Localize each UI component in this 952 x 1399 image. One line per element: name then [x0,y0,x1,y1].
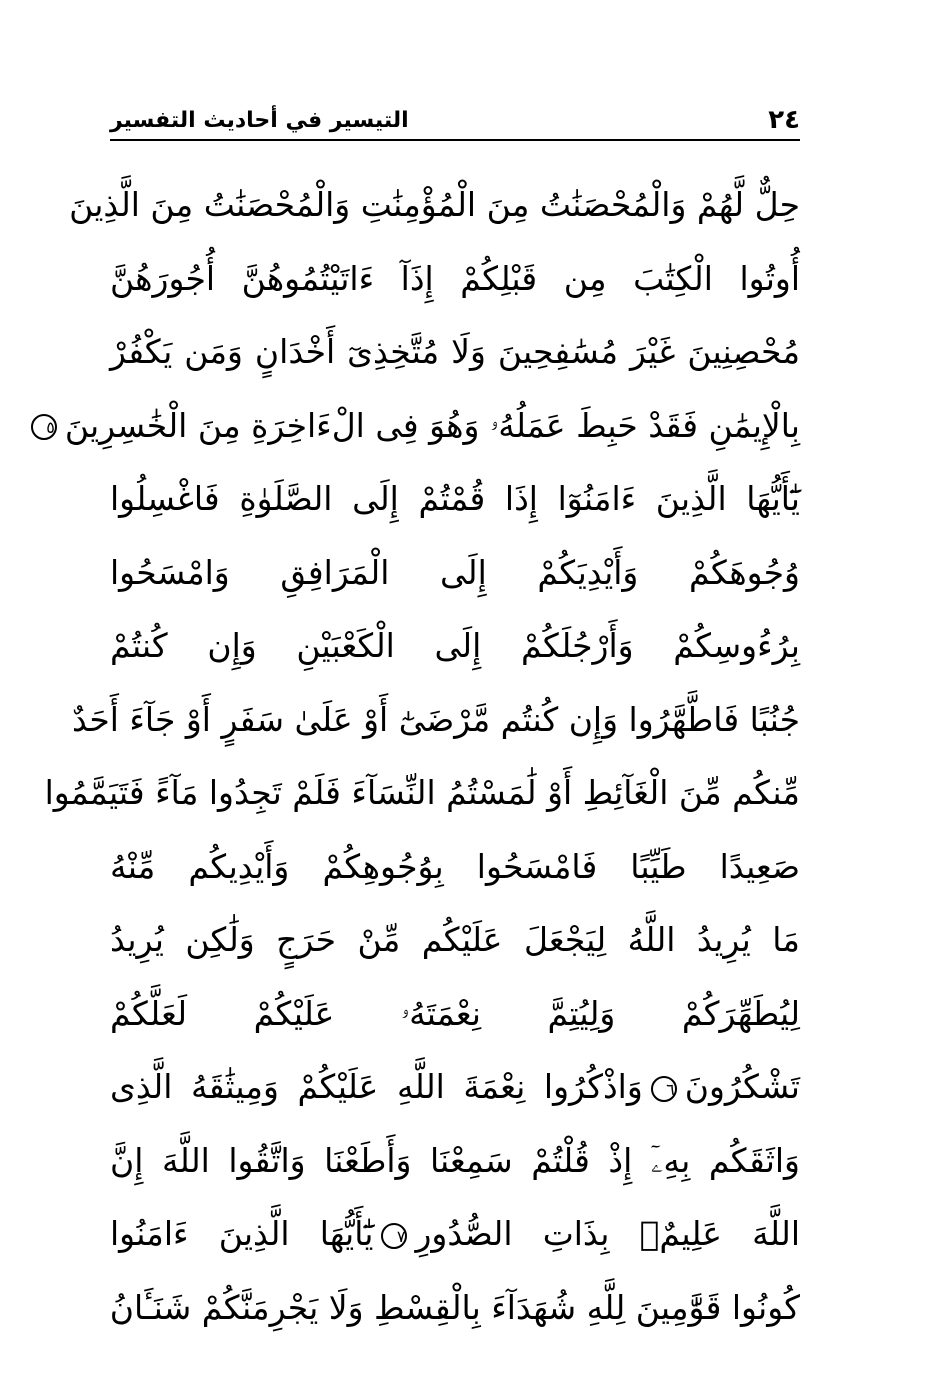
verse-line [110,830,800,904]
verse-line-text: يَٰٓأَيُّهَا الَّذِينَ ءَامَنُوٓا إِذَا قُمْتُمْ إِلَى الصَّلَوٰةِ فَاغْسِلُوا [110,479,800,518]
verse-line [110,536,800,610]
verse-line-text: اللَّهَ عَلِيمٌۢ بِذَاتِ الصُّدُورِ [415,1214,800,1253]
book-title: التيسير في أحاديث التفسير [110,108,409,133]
verse-line [110,977,800,1051]
verse-line [110,315,800,389]
page-header [110,104,800,140]
verse-line-text: صَعِيدًا طَيِّبًا فَامْسَحُوا بِوُجُوهِكُمْ وَأَيْدِيكُم مِّنْهُ [110,846,800,886]
verse-line [110,1197,800,1271]
page-number: ٢٤ [768,105,800,135]
verse-line [110,242,800,316]
verse-line-text: حِلٌّ لَّهُمْ وَالْمُحْصَنَٰتُ مِنَ الْمُؤْمِنَٰتِ وَالْمُحْصَنَٰتُ مِنَ الَّذِينَ [69,185,800,224]
verse-line [69,168,800,242]
verse-line-text: بِالْإِيمَٰنِ فَقَدْ حَبِطَ عَمَلُهُۥ وَهُوَ فِى الْءَاخِرَةِ مِنَ الْخَٰسِرِينَ [64,405,800,445]
verse-line [110,903,800,977]
verse-line-text: تَشْكُرُونَ [684,1067,800,1106]
verse-line-text: كُونُوا قَوَّٰمِينَ لِلَّهِ شُهَدَآءَ بِالْقِسْطِ وَلَا يَجْرِمَنَّكُمْ شَنَـَٔانُ [109,1287,800,1327]
verse-line [110,609,800,683]
verse-line [110,1050,800,1124]
verse-line-text: وُجُوهَكُمْ وَأَيْدِيَكُمْ إِلَى الْمَرَافِقِ وَامْسَحُوا [110,552,800,592]
verse-line-text: جُنُبًا فَاطَّهَّرُوا وَإِن كُنتُم مَّرْضَىٰٓ أَوْ عَلَىٰ سَفَرٍ أَوْ جَآءَ أَحَدٌ [72,699,800,739]
verse-text-block [44,168,800,1344]
verse-line-text: بِرُءُوسِكُمْ وَأَرْجُلَكُمْ إِلَى الْكَعْبَيْنِ وَإِن كُنتُمْ [110,626,800,665]
verse-line-text: وَاثَقَكُم بِهِۦٓ إِذْ قُلْتُمْ سَمِعْنَا وَأَطَعْنَا وَاتَّقُوا اللَّهَ إِنَّ [110,1140,800,1180]
header-rule [110,139,800,141]
verse-line-text: مُحْصِنِينَ غَيْرَ مُسَٰفِحِينَ وَلَا مُتَّخِذِىٓ أَخْدَانٍ وَمَن يَكْفُرْ [110,332,800,371]
ayah-number-marker: ٦ [651,1076,677,1102]
verse-line-text: أُوتُوا الْكِتَٰبَ مِن قَبْلِكُمْ إِذَآ ءَاتَيْتُمُوهُنَّ أُجُورَهُنَّ [110,258,800,298]
verse-line-text: لِيُطَهِّرَكُمْ وَلِيُتِمَّ نِعْمَتَهُۥ عَلَيْكُمْ لَعَلَّكُمْ [110,993,800,1033]
verse-line-text: مِّنكُم مِّنَ الْغَآئِطِ أَوْ لَٰمَسْتُمُ النِّسَآءَ فَلَمْ تَجِدُوا مَآءً فَتَيَمَّمُوا [44,773,800,812]
ayah-number-marker: ٥ [31,414,57,440]
verse-line [46,389,800,463]
verse-line [44,756,800,830]
verse-line-text: مَا يُرِيدُ اللَّهُ لِيَجْعَلَ عَلَيْكُم مِّنْ حَرَجٍ وَلَٰكِن يُرِيدُ [110,920,800,959]
verse-line [110,1124,800,1198]
verse-line [72,683,800,757]
verse-line [110,462,800,536]
verse-line [110,1271,800,1345]
verse-line-text: يَٰٓأَيُّهَا الَّذِينَ ءَامَنُوا [110,1214,374,1253]
verse-line-text: وَاذْكُرُوا نِعْمَةَ اللَّهِ عَلَيْكُمْ وَمِيثَٰقَهُ الَّذِى [110,1067,643,1106]
ayah-number-marker: ٧ [381,1223,407,1249]
